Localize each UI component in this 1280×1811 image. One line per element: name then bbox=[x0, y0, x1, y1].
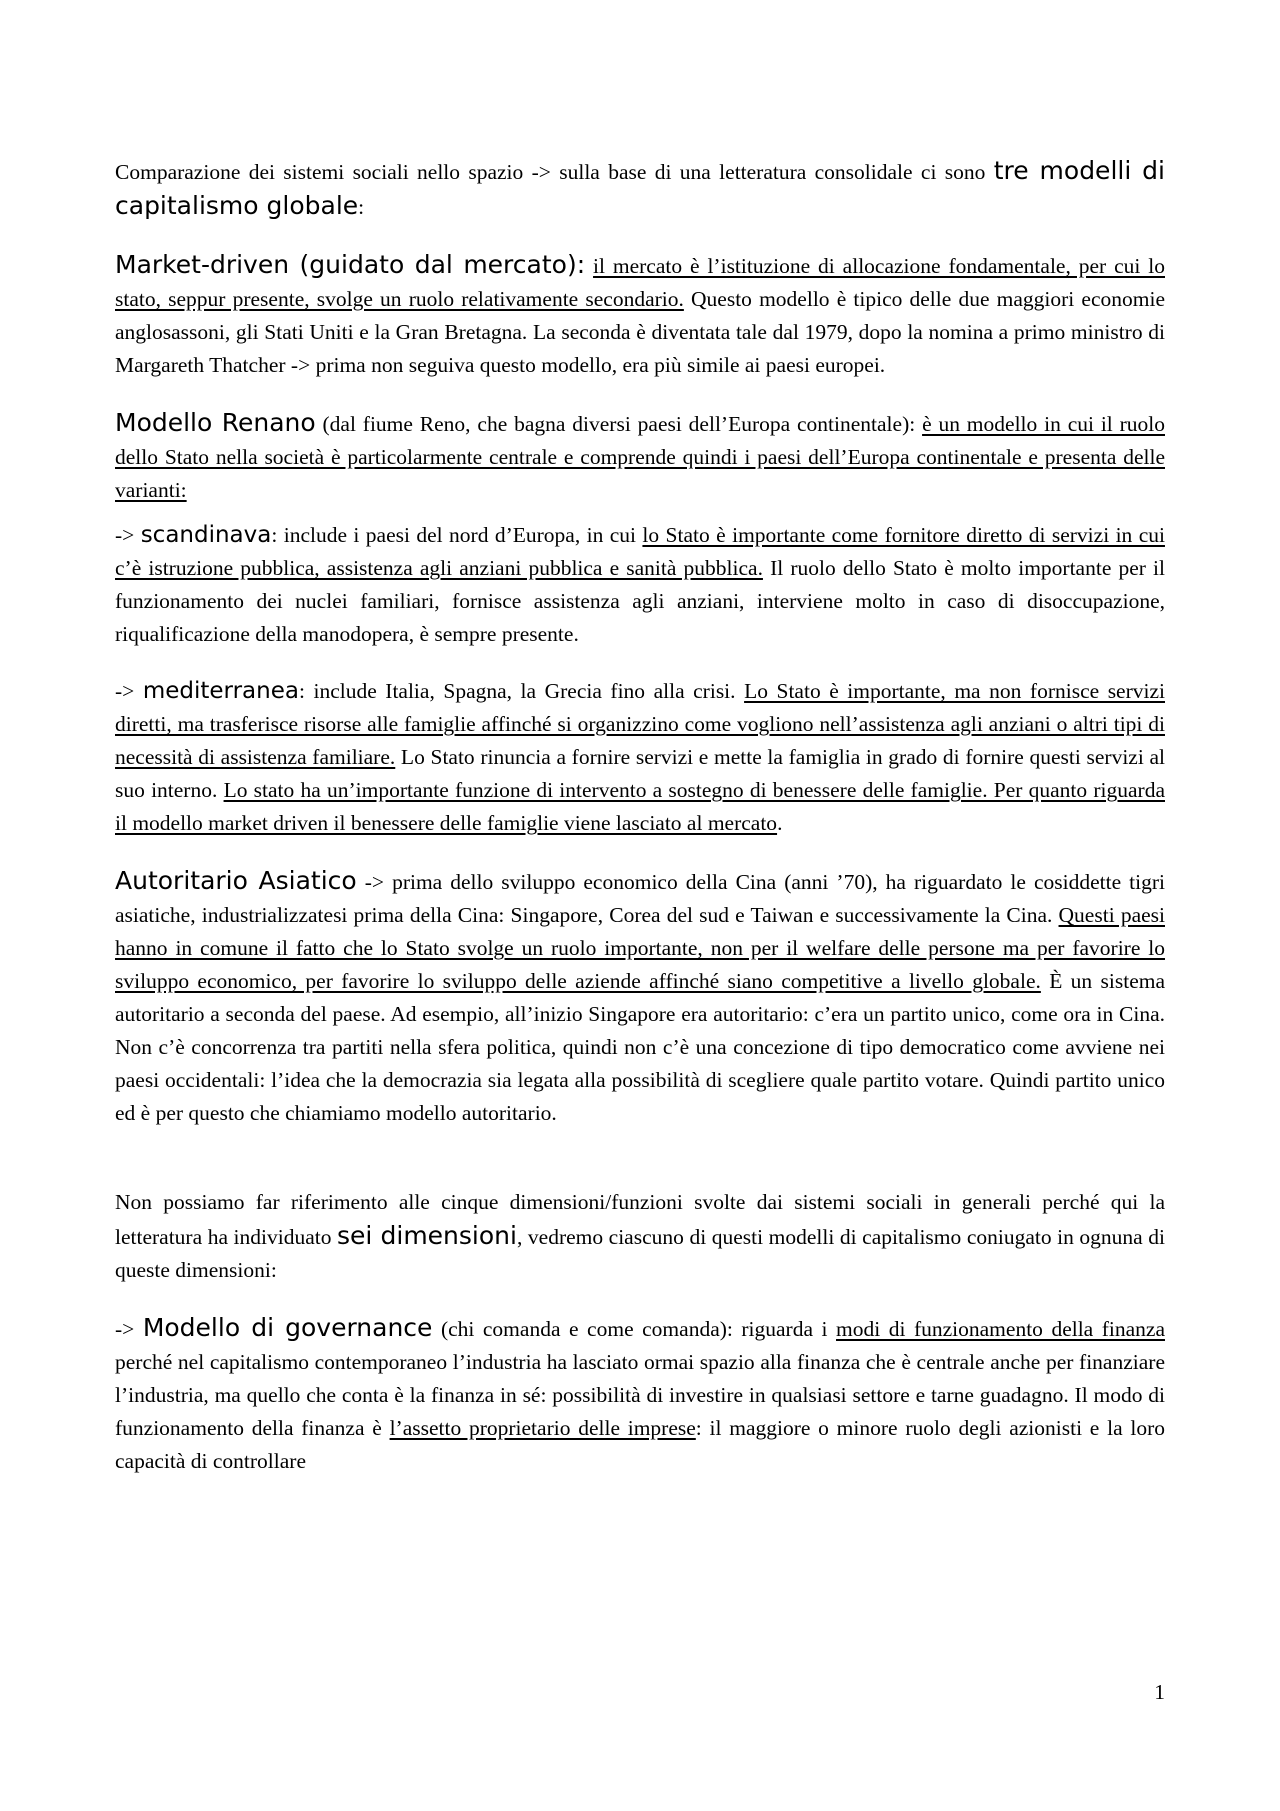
asiatico-underlined: Questi paesi hanno in comune il fatto che lo Stato svolge un ruolo importante, non per il welfare delle persone ma per favorire lo sviluppo economico, per favorire lo sviluppo delle aziende affinché siano competitive a livello globale. bbox=[115, 903, 1165, 993]
mediterranea-underlined: Lo Stato è importante, ma non fornisce servizi diretti, ma trasferisce risorse alle famiglie affinché si organizzino come vogliono nell’assistenza agli anziani o altri tipi di necessità di assistenza familiare. bbox=[115, 679, 1165, 769]
market-driven-underlined: il mercato è l’istituzione di allocazione fondamentale, per cui lo stato, seppur presente, svolge un ruolo relativamente secondario. bbox=[115, 254, 1165, 311]
governance-underlined: modi di funzionamento della finanza bbox=[836, 1317, 1165, 1341]
governance-text: (chi comanda e come comanda): riguarda i bbox=[432, 1317, 837, 1341]
renano-underlined: è un modello in cui il ruolo dello Stato nella società è particolarmente centrale e comprende quindi i paesi dell’Europa continentale e presenta delle varianti: bbox=[115, 412, 1165, 502]
intro-highlight: tre modelli di capitalismo globale bbox=[115, 156, 1166, 220]
document-body bbox=[115, 154, 1165, 1478]
scandinava-text-2: Il ruolo dello Stato è molto importante per il funzionamento dei nuclei familiari, fornisce assistenza agli anziani, interviene molto in caso di disoccupazione, riqualificazione della manodopera, è sempre presente. bbox=[115, 556, 1166, 646]
mediterranea-heading: mediterranea bbox=[142, 678, 299, 704]
governance-text-3: : il maggiore o minore ruolo degli azionisti e la loro capacità di controllare bbox=[115, 1416, 1165, 1473]
mediterranea-underlined-2: Lo stato ha un’importante funzione di intervento a sostegno di benessere delle famiglie. Per quanto riguarda il modello market driven il benessere delle famiglie viene lasciato al mercato bbox=[115, 778, 1165, 835]
dimensioni-text-2: , vedremo ciascuno di questi modelli di capitalismo coniugato in ognuna di queste dimensioni: bbox=[115, 1225, 1165, 1282]
asiatico-text: -> prima dello sviluppo economico della Cina (anni ’70), ha riguardato le cosiddette tigri asiatiche, industrializzatesi prima della Cina: Singapore, Corea del sud e Taiwan e successivamente la Cina. bbox=[115, 870, 1165, 927]
intro-text-end: : bbox=[358, 195, 365, 219]
mediterranea-arrow: -> bbox=[115, 679, 143, 703]
asiatico-heading: Autoritario Asiatico bbox=[115, 866, 357, 895]
renano-paragraph bbox=[115, 406, 1165, 507]
market-driven-text: Questo modello è tipico delle due maggiori economie anglosassoni, gli Stati Uniti e la Gran Bretagna. La seconda è diventata tale dal 1979, dopo la nomina a primo ministro di Margareth Thatcher -> prima non seguiva questo modello, era più simile ai paesi europei. bbox=[115, 287, 1165, 377]
scandinava-underlined: lo Stato è importante come fornitore diretto di servizi in cui c’è istruzione pubblica, assistenza agli anziani pubblica e sanità pubblica. bbox=[115, 523, 1165, 580]
governance-paragraph bbox=[115, 1311, 1165, 1478]
dimensioni-highlight: sei dimensioni bbox=[337, 1221, 517, 1250]
governance-arrow: -> bbox=[115, 1317, 143, 1341]
scandinava-paragraph bbox=[115, 519, 1165, 651]
scandinava-heading: scandinava bbox=[140, 522, 272, 548]
mediterranea-text: : include Italia, Spagna, la Grecia fino alla crisi. bbox=[298, 679, 745, 703]
mediterranea-paragraph bbox=[115, 675, 1165, 840]
mediterranea-text-3: . bbox=[777, 811, 783, 835]
scandinava-text: : include i paesi del nord d’Europa, in cui bbox=[271, 523, 643, 547]
asiatico-paragraph bbox=[115, 864, 1165, 1130]
dimensioni-text: Non possiamo far riferimento alle cinque dimensioni/funzioni svolte dai sistemi sociali in generali perché qui la letteratura ha individuato bbox=[115, 1190, 1165, 1249]
scandinava-arrow: -> bbox=[115, 523, 141, 547]
renano-heading: Modello Renano bbox=[115, 408, 316, 437]
page-number: 1 bbox=[1154, 1680, 1165, 1704]
market-driven-heading: Market-driven (guidato dal mercato): bbox=[115, 250, 586, 279]
intro-paragraph bbox=[115, 154, 1165, 224]
governance-underlined-2: l’assetto proprietario delle imprese bbox=[389, 1416, 696, 1440]
market-driven-paragraph bbox=[115, 248, 1165, 382]
asiatico-text-2: È un sistema autoritario a seconda del paese. Ad esempio, all’inizio Singapore era autoritario: c’era un partito unico, come ora in Cina. Non c’è concorrenza tra partiti nella sfera politica, quindi non c’è una concezione di tipo democratico come avviene nei paesi occidentali: l’idea che la democrazia sia legata alla possibilità di scegliere quale partito votare. Quindi partito unico ed è per questo che chiamiamo modello autoritario. bbox=[115, 969, 1166, 1125]
renano-text: (dal fiume Reno, che bagna diversi paesi dell’Europa continentale): bbox=[315, 412, 923, 436]
mediterranea-text-2: Lo Stato rinuncia a fornire servizi e mette la famiglia in grado di fornire questi servizi al suo interno. bbox=[115, 745, 1165, 802]
governance-text-2: perché nel capitalismo contemporaneo l’industria ha lasciato ormai spazio alla finanza che è centrale anche per finanziare l’industria, ma quello che conta è la finanza in sé: possibilità di investire in qualsiasi settore e tarne guadagno. Il modo di funzionamento della finanza è bbox=[115, 1350, 1165, 1440]
governance-heading: Modello di governance bbox=[142, 1313, 433, 1342]
dimensioni-paragraph bbox=[115, 1186, 1165, 1287]
intro-text: Comparazione dei sistemi sociali nello spazio -> sulla base di una letteratura consolidale ci sono bbox=[115, 160, 994, 184]
